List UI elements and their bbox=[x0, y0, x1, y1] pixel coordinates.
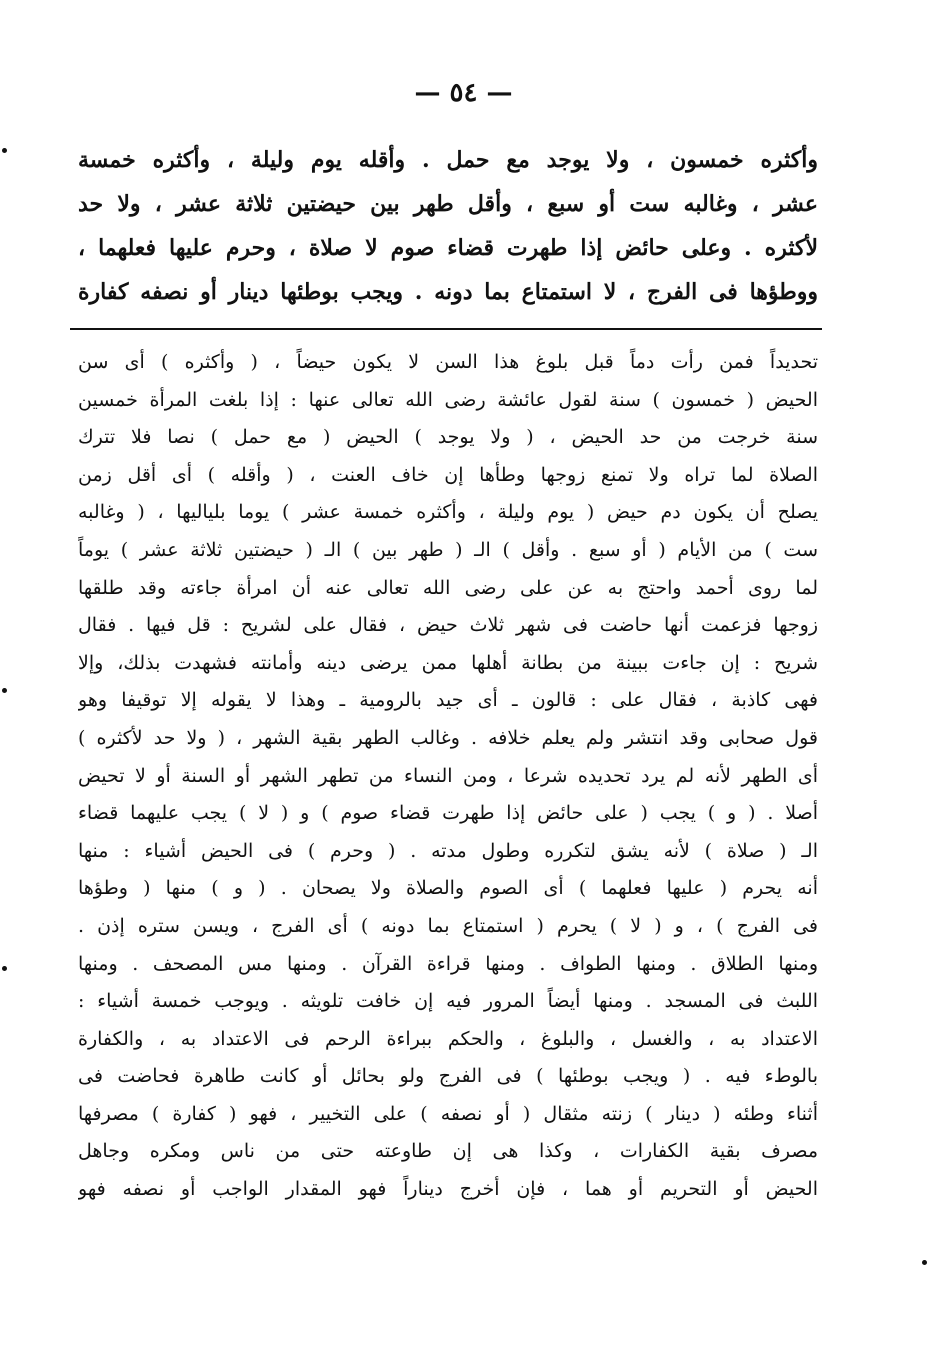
page-number: — ٥٤ — bbox=[414, 78, 513, 108]
scan-margin-mark bbox=[2, 688, 7, 693]
commentary-line: أثناء وطئه ( دينار ) زنته مثقال ( أو نصفه ) على التخيير ، فهو ( كفارة ) مصرفها bbox=[78, 1102, 818, 1125]
commentary-line: فى الفرج ) ، و ( لا ) يحرم ( استمتاع بما دونه ) أى الفرج ، ويسن ستره إذن . bbox=[78, 914, 818, 937]
commentary-line: شريح : إن جاءت ببينة من بطانة أهلها ممن يرضى دينه وأمانته فشهدت بذلك، وإلا bbox=[78, 651, 818, 674]
commentary-line: الصلاة لما تراه ولا تمنع زوجها وطأها إن خاف العنت ، ( وأقله ) أى أقل زمن bbox=[78, 463, 818, 486]
scan-margin-mark bbox=[2, 148, 7, 153]
commentary-line: ومنها الطلاق . ومنها الطواف . ومنها قراءة القرآن . ومنها مس المصحف . ومنها bbox=[78, 952, 818, 975]
main-text-line: لأكثره . وعلى حائض إذا طهرت قضاء صوم لا صلاة ، وحرم عليها فعلهما ، bbox=[78, 235, 818, 261]
commentary-line: فهى كاذبة ، فقال على : قالون ـ أى جيد بالرومية ـ وهذا لا يقوله إلا توقيفا وهو bbox=[78, 689, 818, 712]
main-text bbox=[78, 138, 818, 314]
scan-margin-mark bbox=[922, 1260, 927, 1265]
commentary-line: الحيض أو التحريم أو هما ، فإن أخرج ديناراً فهو المقدار الواجب أو نصفه فهو bbox=[78, 1178, 818, 1201]
scan-margin-mark bbox=[2, 966, 7, 971]
commentary-line: الـ ( صلاة ) لأنه يشق لتكرره وطول مدته . ( وحرم ) فى الحيض أشياء : منها bbox=[78, 839, 818, 862]
commentary-line: بالوطء فيه . ( ويجب بوطئها ) فى الفرج ولو بحائل أو كانت طاهرة فحاضت فى bbox=[78, 1065, 818, 1088]
commentary-line: اللبث فى المسجد . ومنها أيضاً المرور فيه إن خافت تلويثه . ويوجب خمسة أشياء : bbox=[78, 990, 818, 1013]
commentary-line: الاعتداد به ، والغسل ، والبلوغ ، والحكم ببراءة الرحم فى الاعتداد به ، والكفارة bbox=[78, 1027, 818, 1050]
commentary-line: زوجها فزعمت أنها حاضت فى شهر ثلاث حيض ، فقال على لشريح : قل فيها . فقال bbox=[78, 614, 818, 637]
commentary-text bbox=[78, 344, 818, 1209]
commentary-line: أنه يحرم ( عليها فعلهما ) أى الصوم والصلاة ولا يصحان . ( و ) منها ( وطؤها bbox=[78, 877, 818, 900]
commentary-line: يصلح أن يكون دم حيض ( يوم وليلة ، وأكثره خمسة عشر ) يوما بلياليها ، ( وغالبه bbox=[78, 501, 818, 524]
main-text-line: ووطؤها فى الفرج ، لا استمتاع بما دونه . ويجب بوطئها دينار أو نصفه كفارة bbox=[78, 279, 818, 305]
commentary-line: مصرف بقية الكفارات ، وكذا هى إن طاوعته حتى من ناس ومكره وجاهل bbox=[78, 1140, 818, 1163]
separator-rule bbox=[70, 328, 822, 330]
commentary-line: تحديداً فمن رأت دماً قبل بلوغ هذا السن لا يكون حيضاً ، ( وأكثره ) أى سن bbox=[78, 351, 818, 373]
commentary-line: أصلا . ( و ) يجب ( على حائض إذا طهرت قضاء صوم ) و ( لا ) يجب عليهما قضاء bbox=[78, 802, 818, 825]
commentary-line: لما روى أحمد واحتج به عن على رضى الله تعالى عنه أن امرأة جاءته وقد طلقها bbox=[78, 576, 818, 599]
main-text-line: عشر ، وغالبه ست أو سبع ، وأقل طهر بين حيضتين ثلاثة عشر ، ولا حد bbox=[78, 191, 818, 217]
commentary-line: الحيض ( خمسون ) سنة لقول عائشة رضى الله تعالى عنها : إذا بلغت المرأة خمسين bbox=[78, 388, 818, 411]
main-text-line: وأكثره خمسون ، ولا يوجد مع حمل . وأقله يوم وليلة ، وأكثره خمسة bbox=[78, 147, 818, 173]
commentary-line: سنة خرجت من حد الحيض ، ( ولا يوجد ) الحيض ( مع حمل ) نصا فلا تترك bbox=[78, 426, 818, 449]
commentary-line: قول صحابى وقد انتشر ولم يعلم خلافه . وغالب الطهر بقية الشهر ، ( ولا حد لأكثره ) bbox=[78, 726, 818, 749]
commentary-line: أى الطهر لأنه لم يرد تحديده شرعا ، ومن النساء من تطهر الشهر أو السنة أو لا تحيض bbox=[78, 764, 818, 787]
commentary-line: ست ) من الأيام ( أو سبع . وأقل ) الـ ( طهر بين ) الـ ( حيضتين ثلاثة عشر ) يوماً bbox=[78, 538, 818, 561]
